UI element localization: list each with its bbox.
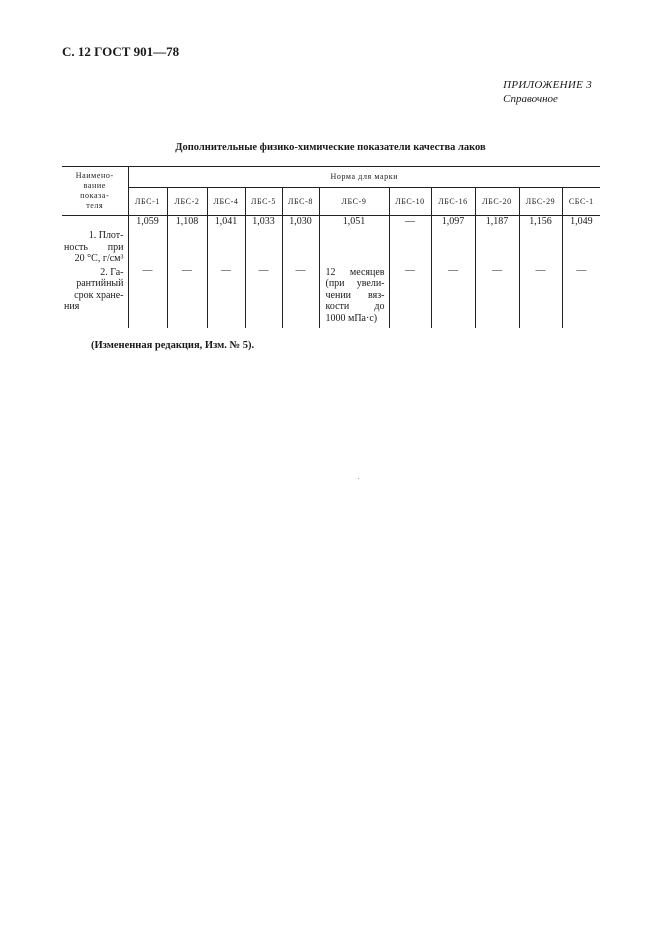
appendix-label: [503, 78, 592, 106]
value-cell: 1,030: [282, 216, 319, 265]
table-row-shelf-life: [62, 265, 600, 329]
row-name-line: 2. Га-: [100, 266, 124, 278]
value-cell: —: [282, 265, 319, 329]
value-cell: —: [519, 265, 562, 329]
value-cell: 1,187: [475, 216, 519, 265]
value-cell: —: [245, 265, 282, 329]
mark-header: ЛБС-9: [319, 187, 389, 215]
note-line: чении вяз-: [325, 289, 385, 301]
row-name-line: 20 °С, г/см³: [74, 253, 124, 264]
name-header-line: показа-: [80, 191, 110, 200]
name-header-line: вание: [83, 181, 106, 190]
document-title: Дополнительные физико-химические показатели качества лаков: [175, 142, 486, 153]
mark-header: ЛБС-5: [245, 187, 282, 215]
page-header: С. 12 ГОСТ 901—78: [62, 44, 180, 59]
name-header-line: теля: [86, 201, 104, 210]
value-cell: 1,156: [519, 216, 562, 265]
row-name-density: [62, 216, 128, 265]
value-cell: 1,097: [431, 216, 475, 265]
value-cell: 1,033: [245, 216, 282, 265]
value-cell: 1,059: [128, 216, 167, 265]
value-cell: —: [475, 265, 519, 329]
mark-header: ЛБС-1: [128, 187, 167, 215]
note-line: 1000 мПа·с): [325, 312, 378, 324]
mark-header: ЛБС-16: [431, 187, 475, 215]
note-line: (при увели-: [325, 278, 385, 289]
lbs9-shelf-life-note: [319, 265, 389, 329]
value-cell: 1,049: [562, 216, 600, 265]
mark-header: ЛБС-8: [282, 187, 319, 215]
row-name-line: ния: [64, 301, 80, 312]
appendix-title: ПРИЛОЖЕНИЕ 3: [503, 79, 592, 91]
value-cell: —: [207, 265, 245, 329]
row-name-line: 1. Плот-: [88, 230, 124, 241]
value-cell: —: [128, 265, 167, 329]
value-cell: 1,041: [207, 216, 245, 265]
row-name-line: рантийный: [76, 278, 124, 289]
row-name-line: срок хране-: [74, 289, 124, 301]
table-row-density: [62, 216, 600, 265]
indicator-name-header: [62, 167, 128, 216]
value-cell: —: [389, 265, 431, 329]
note-line: 12 месяцев: [325, 266, 385, 278]
mark-header: ЛБС-4: [207, 187, 245, 215]
grade-norm-header: Норма для марки: [128, 167, 600, 188]
appendix-subtitle: Справочное: [503, 93, 558, 105]
value-cell: —: [562, 265, 600, 329]
note-line: кости до: [325, 301, 385, 312]
amendment-note: (Измененная редакция, Изм. № 5).: [91, 340, 255, 351]
mark-header: ЛБС-20: [475, 187, 519, 215]
mark-header: ЛБС-10: [389, 187, 431, 215]
mark-header: СБС-1: [562, 187, 600, 215]
mark-header: ЛБС-2: [167, 187, 207, 215]
name-header-line: Наимено-: [75, 171, 114, 180]
row-name-shelf-life: [62, 265, 128, 329]
scan-speck: [358, 478, 359, 479]
value-cell: —: [431, 265, 475, 329]
mark-header: ЛБС-29: [519, 187, 562, 215]
value-cell: —: [389, 216, 431, 265]
value-cell: 1,051: [319, 216, 389, 265]
properties-table: [62, 166, 600, 328]
row-name-line: ность при: [64, 241, 124, 253]
value-cell: 1,108: [167, 216, 207, 265]
value-cell: —: [167, 265, 207, 329]
